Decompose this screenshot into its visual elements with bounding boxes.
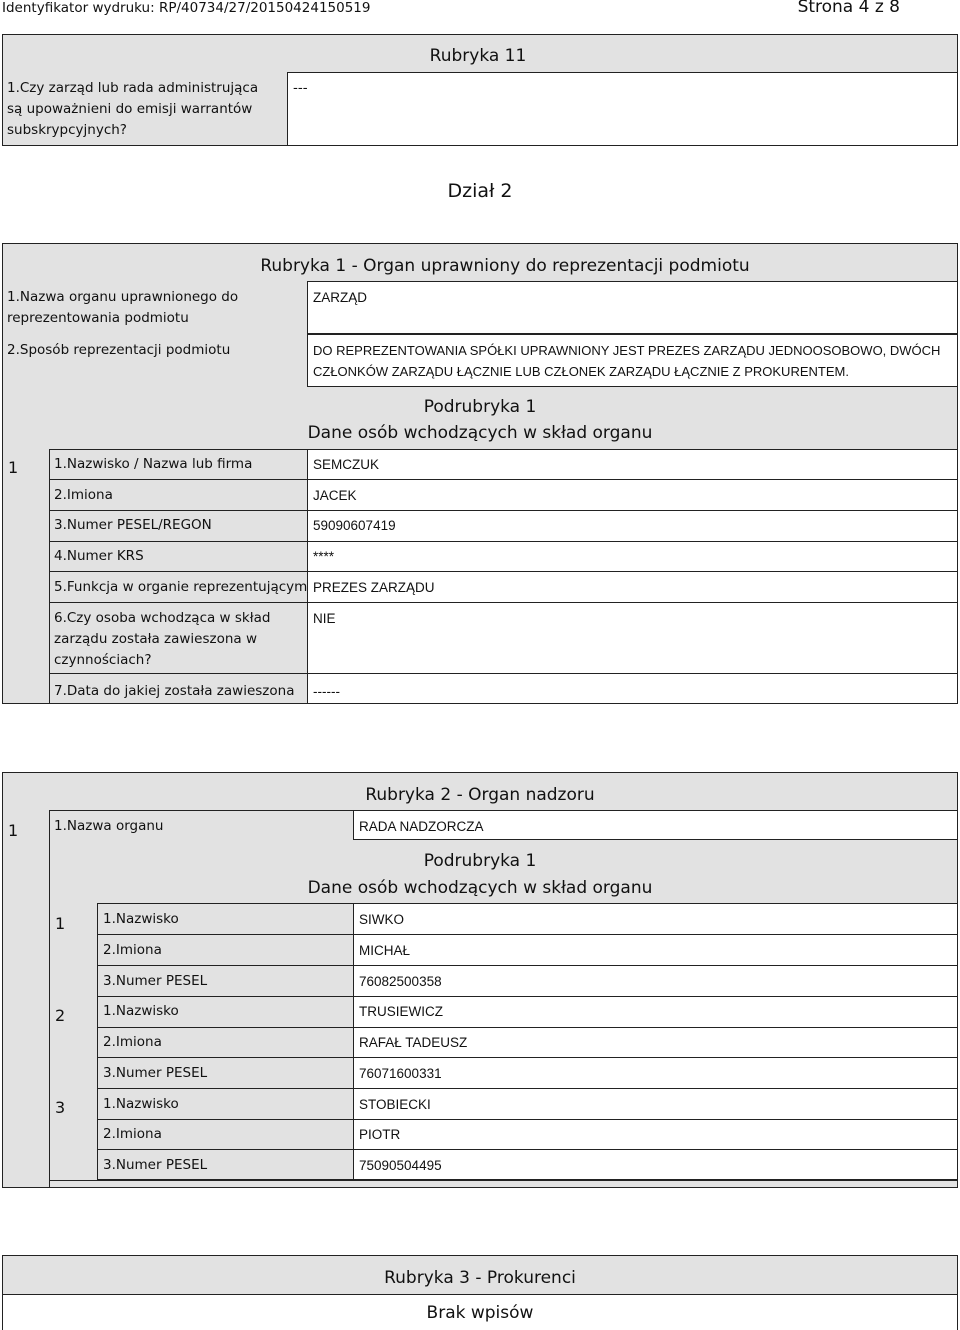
member-pesel: 75090504495: [359, 1158, 442, 1173]
member-index: 1: [55, 914, 66, 933]
field-zawieszona-label: 6.Czy osoba wchodząca w skład zarządu została zawieszona w czynnościach?: [54, 610, 271, 668]
rubryka3-value: Brak wpisów: [426, 1303, 534, 1323]
rubryka2-title: Rubryka 2 - Organ nadzoru: [365, 785, 595, 805]
member-imiona: MICHAŁ: [359, 943, 411, 958]
field-pesel-value: 59090607419: [313, 518, 396, 533]
podrubryka1-title: Podrubryka 1: [423, 397, 537, 417]
field-zawieszona-value: NIE: [313, 611, 336, 626]
nazwa-organu-label: 1.Nazwa organu: [54, 818, 164, 834]
member-imiona-label: 2.Imiona: [103, 1034, 162, 1050]
field-imiona-value: JACEK: [313, 488, 357, 503]
member-index: 3: [55, 1098, 66, 1117]
podrubryka2-title: Podrubryka 1: [423, 851, 537, 871]
member-index: 2: [55, 1006, 66, 1025]
field-data-value: ------: [313, 684, 340, 699]
podrubryka2-subtitle: Dane osób wchodzących w skład organu: [307, 878, 653, 898]
sposob-label: 2.Sposób reprezentacji podmiotu: [7, 342, 231, 358]
field-funkcja-value: PREZES ZARZĄDU: [313, 580, 435, 595]
member-imiona: PIOTR: [359, 1127, 401, 1142]
podrubryka1-subtitle: Dane osób wchodzących w skład organu: [307, 423, 653, 443]
rubryka2-index: 1: [8, 821, 19, 840]
field-krs-value: ****: [313, 549, 335, 564]
rubryka1-title: Rubryka 1 - Organ uprawniony do reprezentacji podmiotu: [260, 256, 750, 276]
member-pesel-label: 3.Numer PESEL: [103, 973, 208, 989]
organ-label: 1.Nazwa organu uprawnionego do reprezentowania podmiotu: [7, 289, 239, 326]
member-pesel: 76071600331: [359, 1066, 442, 1081]
member-nazwisko-label: 1.Nazwisko: [103, 1096, 179, 1112]
person-index: 1: [8, 458, 19, 477]
rubryka11-question: 1.Czy zarząd lub rada administrująca są upoważnieni do emisji warrantów subskrypcyjnych?: [7, 80, 259, 138]
field-imiona-label: 2.Imiona: [54, 487, 113, 503]
organ-value: ZARZĄD: [313, 290, 367, 305]
member-imiona: RAFAŁ TADEUSZ: [359, 1035, 468, 1050]
sposob-value: DO REPREZENTOWANIA SPÓŁKI UPRAWNIONY JEST PREZES ZARZĄDU JEDNOOSOBOWO, DWÓCH CZŁONKÓW ZARZĄDU ŁĄCZNIE LUB CZŁONEK ZARZĄDU ŁĄCZNIE Z PROKURENTEM.: [313, 343, 941, 379]
page-number: Strona 4 z 8: [797, 0, 900, 17]
member-pesel-label: 3.Numer PESEL: [103, 1157, 208, 1173]
print-identifier: Identyfikator wydruku: RP/40734/27/20150424150519: [2, 0, 371, 16]
rubryka3-title: Rubryka 3 - Prokurenci: [384, 1268, 576, 1288]
member-nazwisko: TRUSIEWICZ: [359, 1004, 443, 1019]
field-krs-label: 4.Numer KRS: [54, 548, 144, 564]
field-nazwisko-value: SEMCZUK: [313, 457, 380, 472]
member-pesel: 76082500358: [359, 974, 442, 989]
field-nazwisko-label: 1.Nazwisko / Nazwa lub firma: [54, 456, 253, 472]
rubryka11-value: ---: [293, 80, 308, 96]
rubryka11-title: Rubryka 11: [429, 46, 527, 66]
member-pesel-label: 3.Numer PESEL: [103, 1065, 208, 1081]
member-nazwisko: STOBIECKI: [359, 1097, 431, 1112]
organ-value-cell: [307, 281, 958, 334]
field-pesel-label: 3.Numer PESEL/REGON: [54, 517, 212, 533]
member-imiona-label: 2.Imiona: [103, 1126, 162, 1142]
member-nazwisko: SIWKO: [359, 912, 405, 927]
member-nazwisko-label: 1.Nazwisko: [103, 911, 179, 927]
rubryka11-value-cell: [287, 72, 958, 146]
dzial-title: Dział 2: [447, 180, 513, 202]
member-nazwisko-label: 1.Nazwisko: [103, 1003, 179, 1019]
field-data-label: 7.Data do jakiej została zawieszona: [54, 683, 295, 699]
member-imiona-label: 2.Imiona: [103, 942, 162, 958]
field-funkcja-label: 5.Funkcja w organie reprezentującym: [54, 579, 308, 595]
nazwa-organu-value: RADA NADZORCZA: [359, 819, 484, 834]
